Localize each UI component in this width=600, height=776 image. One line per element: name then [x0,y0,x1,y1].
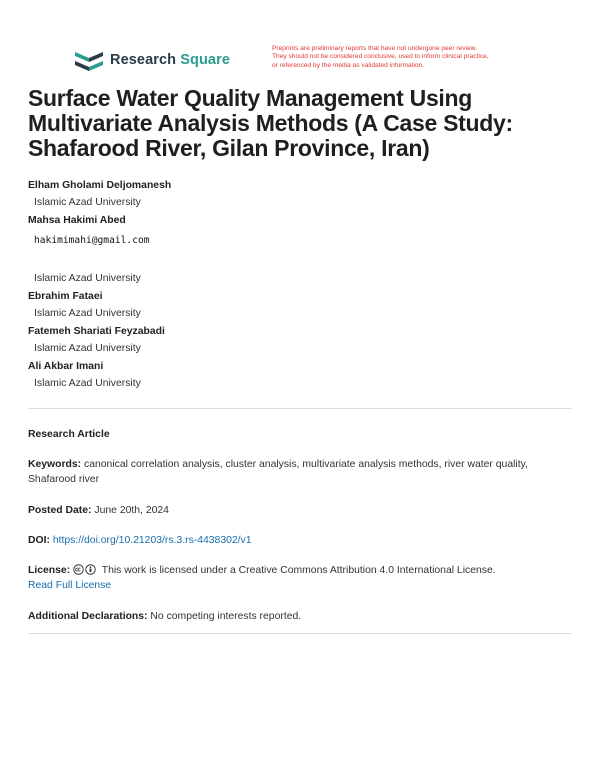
doi [28,533,572,548]
declarations-value: No competing interests reported. [150,611,302,622]
author-name[interactable]: Fatemeh Shariati Feyzabadi [28,326,165,337]
cc-badge[interactable] [73,564,96,575]
cc-icon [73,564,84,575]
cc-by-icon [85,564,96,575]
author-affiliation: Islamic Azad University [34,343,141,354]
author-affiliation: Islamic Azad University [34,273,141,284]
author-name[interactable]: Ali Akbar Imani [28,361,104,372]
keywords-value: canonical correlation analysis, cluster analysis, multivariate analysis methods, river water quality, Shafarood river [28,459,528,485]
author-affiliation: Islamic Azad University [34,378,141,389]
author-name[interactable]: Mahsa Hakimi Abed [28,215,126,226]
author-name[interactable]: Ebrahim Fataei [28,291,103,302]
logo-wordmark [110,52,230,68]
doi-link[interactable]: https://doi.org/10.21203/rs.3.rs-4438302/v1 [52,535,252,546]
section-divider [28,633,572,634]
author-affiliation: Islamic Azad University [34,197,141,208]
additional-declarations [28,609,572,624]
keywords-label: Keywords: [28,459,82,470]
author-entry [28,179,568,210]
author-name[interactable]: Elham Gholami Deljomanesh [28,180,172,191]
research-square-logo-icon [75,49,103,71]
author-entry [28,360,568,391]
logo-word-research: Research [110,52,177,68]
section-divider [28,408,572,409]
author-entry [28,214,568,286]
author-affiliation: Islamic Azad University [34,308,141,319]
article-type-label: Research Article [28,429,110,440]
license-text: This work is licensed under a Creative Commons Attribution 4.0 International License. [101,565,496,576]
posted-date-label: Posted Date: [28,505,92,516]
license-label: License: [28,565,71,576]
disclaimer-line: or referenced by the media as validated information. [272,61,425,69]
author-entry [28,290,568,321]
doi-label: DOI: [28,535,50,546]
disclaimer-line: They should not be considered conclusive, used to inform clinical practice, [272,53,489,61]
license [28,563,572,593]
posted-date-value: June 20th, 2024 [94,505,169,516]
preprint-disclaimer [272,45,572,70]
paper-title: Surface Water Quality Management Using Multivariate Analysis Methods (A Case Study: Shafarood River, Gilan Province, Iran) [28,85,513,161]
read-full-license-link[interactable]: Read Full License [28,580,112,591]
research-square-logo[interactable] [75,48,230,72]
author-list [28,179,568,395]
logo-word-square: Square [180,52,230,68]
keywords [28,457,572,487]
author-email[interactable]: hakimimahi@gmail.com [34,235,150,246]
posted-date [28,503,572,518]
declarations-label: Additional Declarations: [28,611,148,622]
author-entry [28,325,568,356]
article-type [28,427,572,442]
disclaimer-line: Preprints are preliminary reports that have not undergone peer review. [272,45,477,52]
